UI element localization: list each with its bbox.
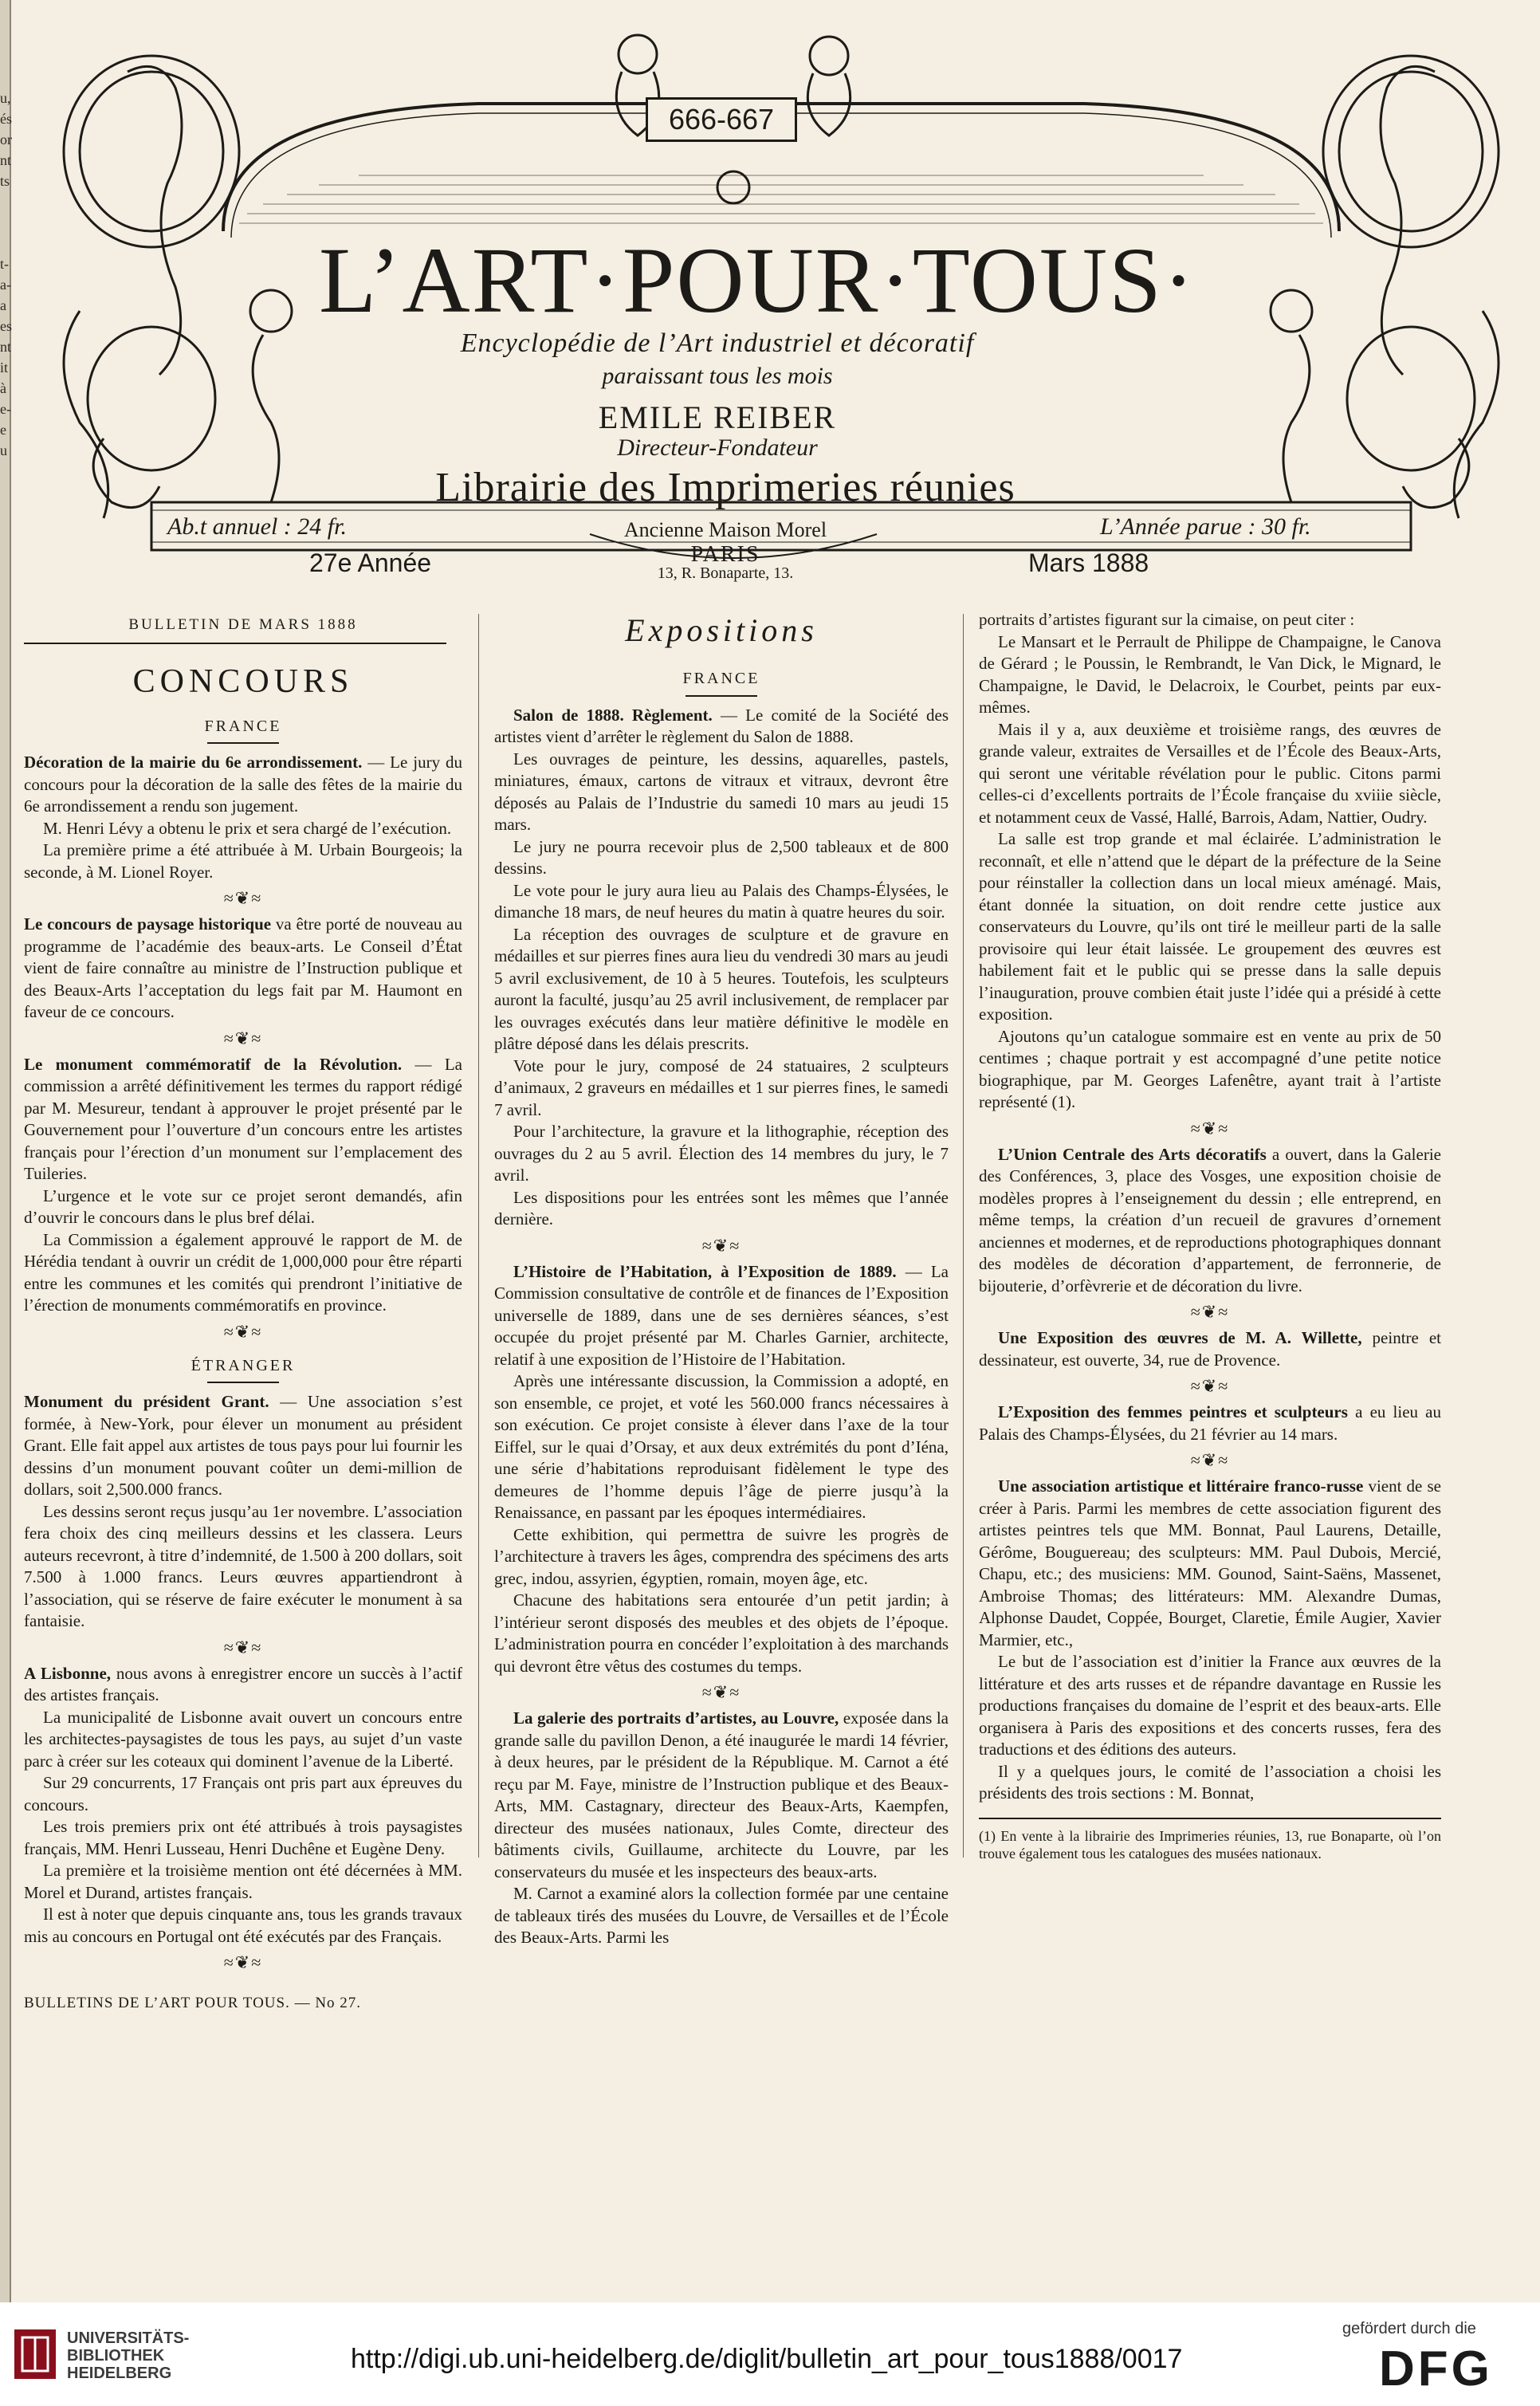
paragraph: La première prime a été attribuée à M. Urbain Bourgeois; la seconde, à M. Lionel Royer. bbox=[24, 840, 462, 882]
article bbox=[979, 1402, 1441, 1445]
article-text: — Le comité de la Société des artistes vient d’arrêter le règlement du Salon de 1888. bbox=[494, 705, 949, 746]
ornament-divider: ≈❦≈ bbox=[701, 1682, 741, 1702]
subsection-etranger: ÉTRANGER bbox=[191, 1356, 296, 1374]
article bbox=[979, 1144, 1441, 1298]
paragraph: La réception des ouvrages de sculpture et de gravure en médailles et sur pierres fines aura lieu du vendredi 30 mars au jeudi 5 avril exclusivement, de 10 à 5 heures. Toutefois, les sculpteurs auront la faculté, jusqu’au 25 avril inclusivement, de remplacer par les ouvrages exécutés dans leur matière définitive le modèle en plâtre déposé dans les délais prescrits. bbox=[494, 924, 949, 1053]
article-text: — La commission a arrêté définitivement les termes du rapport rédigé par M. Mesureur, tendant à approuver le projet présenté par le Gouvernement pour l’ouverture d’un concours entre les artistes français pour l’érection d’un monument sur l’emplacement des Tuileries. bbox=[24, 1054, 462, 1183]
facing-page-text: u, és or nt ts t- a- a es nt it à e- e u bbox=[0, 90, 12, 458]
subsection-france: FRANCE bbox=[682, 670, 760, 687]
section-heading: Expositions bbox=[625, 612, 818, 648]
paragraph: Après une intéressante discussion, la Commission a adopté, en son ensemble, ce projet, et voté les 560.000 francs nécessaires à son exécution. Ce projet consiste à élever dans l’axe de la tour Eiffel, sur le quai d’Orsay, et aux deux extrémités du pont d’Iéna, une série d’habitations reproduisant fidèlement le type des demeures de l’homme depuis l’âge de pierre jusqu’à la Renaissance, en passant par les époques intermédiaires. bbox=[494, 1371, 949, 1522]
ornament-divider: ≈❦≈ bbox=[1190, 1302, 1230, 1322]
paragraph: portraits d’artistes figurant sur la cimaise, on peut citer : bbox=[979, 610, 1355, 629]
publisher-address: 13, R. Bonaparte, 13. bbox=[657, 564, 794, 582]
paragraph: Le jury ne pourra recevoir plus de 2,500 tableaux et de 800 dessins. bbox=[494, 836, 949, 878]
article-text: peintre et dessinateur, est ouverte, 34, rue de Provence. bbox=[979, 1328, 1441, 1370]
paragraph: Mais il y a, aux deuxième et troisième rangs, des œuvres de grande valeur, extraites de Versailles et de l’École des Beaux-Arts, qui seront une véritable révélation pour le public. Citons parmi celles-ci d’excellents portraits de l’École française du xviiie siècle, et notamment ceux de Vassé, Hallé, Barrois, Adam, Nattier, Oudry. bbox=[979, 719, 1441, 827]
library-name-line1: UNIVERSITÄTS- bbox=[67, 2329, 190, 2347]
paragraph: Les dessins seront reçus jusqu’au 1er novembre. L’association fera choix des cinq meilleurs dessins et les classera. Leurs auteurs recevront, à titre d’indemnité, de 1.500 à 200 dollars, soit 7.500 à 1.000 francs. Leurs œuvres appartiendront à l’association, qui se réserve de faire exécuter le monument à sa fantaisie. bbox=[24, 1501, 462, 1630]
article-lead: A Lisbonne, bbox=[24, 1663, 112, 1683]
article-text: — La Commission consultative de contrôle et de finances de l’Exposition universelle de 1889, dans une de ses dernières séances, s’est occupée du projet présenté par M. Charles Garnier, architecte, relatif à une exposition de l’Histoire de l’Habitation. bbox=[494, 1261, 949, 1369]
paragraph: M. Carnot a examiné alors la collection formée par une centaine de tableaux tirés des musées du Louvre, de Versailles et de l’École des Beaux-Arts. Parmi les bbox=[494, 1884, 949, 1947]
paragraph: Cette exhibition, qui permettra de suivre les progrès de l’architecture à travers les âges, comprendra des spécimens des arts grec, indou, assyrien, égyptien, romain, moyen âge, etc. bbox=[494, 1524, 949, 1588]
article-text: a eu lieu au Palais des Champs-Élysées, du 21 février au 14 mars. bbox=[979, 1402, 1442, 1444]
issue-date: Mars 1888 bbox=[1028, 548, 1149, 577]
year-price: L’Année parue : 30 fr. bbox=[1100, 513, 1311, 540]
article-lead: L’Exposition des femmes peintres et sculpteurs bbox=[998, 1402, 1348, 1421]
article bbox=[494, 1708, 949, 1883]
article-lead: Une association artistique et littéraire franco-russe bbox=[998, 1476, 1364, 1496]
column-rule bbox=[963, 614, 964, 1858]
article-text: — Le jury du concours pour la décoration de la salle des fêtes de la mairie du 6e arrondissement a rendu son jugement. bbox=[24, 753, 463, 816]
paragraph: Les trois premiers prix ont été attribués à trois paysagistes français, MM. Henri Lusseau, Henri Duchêne et Eugène Deny. bbox=[24, 1817, 462, 1858]
paragraph: L’urgence et le vote sur ce projet seront demandés, afin d’ouvrir le concours dans le plus bref délai. bbox=[24, 1185, 462, 1227]
journal-subtitle: Encyclopédie de l’Art industriel et décoratif bbox=[460, 328, 975, 358]
article-text: a ouvert, dans la Galerie des Conférences, 3, place des Vosges, une exposition choisie de modèles propres à l’enseignement du dessin ; elle entreprend, en même temps, la création d’un recueil de gravures d’ornement anciennes et modernes, et de reproductions photographiques donnant des modèles de décoration d’appartement, de ferronnerie, de bijouterie, d’orfèvrerie et de décoration du livre. bbox=[979, 1144, 1441, 1295]
paragraph: La municipalité de Lisbonne avait ouvert un concours entre les architectes-paysagistes de tous les pays, au sujet d’un vaste parc à créer sur les coteaux qui dominent l’avenue de la Liberté. bbox=[24, 1707, 462, 1771]
issue-year: 27e Année bbox=[309, 548, 432, 577]
library-name-line2: BIBLIOTHEK bbox=[67, 2347, 165, 2365]
article bbox=[979, 1327, 1441, 1371]
article-text: — Une association s’est formée, à New-York, pour élever un monument au président Grant. Elle fait appel aux artistes de tous pays pour lui fournir les dessins d’un monument pouvant coûter un demi-million de dollars, soit 2,500.000 francs. bbox=[24, 1392, 462, 1499]
publisher-former: Ancienne Maison Morel bbox=[623, 518, 827, 541]
ornament-divider: ≈❦≈ bbox=[223, 1637, 263, 1657]
ornament-divider: ≈❦≈ bbox=[223, 1952, 263, 1972]
masthead bbox=[32, 24, 1530, 582]
article-lead: La galerie des portraits d’artistes, au Louvre, bbox=[513, 1708, 839, 1728]
article bbox=[494, 1261, 949, 1371]
column-expositions bbox=[494, 606, 949, 1949]
article-text: exposée dans la grande salle du pavillon Denon, a été inaugurée le mardi 14 février, à deux heures, par le président de la République. M. Carnot a été reçu par M. Faye, ministre de l’Instruction publique et des Beaux-Arts, MM. Castagnary, directeur des Beaux-Arts, Kaempfen, directeur des musées nationaux, Jules Comte, directeur des bâtiments civils, Guillaume, architecte du Louvre, par les conservateurs du musée et les inspecteurs des beaux-arts. bbox=[494, 1708, 949, 1881]
paragraph: Il est à noter que depuis cinquante ans, tous les grands travaux mis au concours en Portugal ont été exécutés par des Français. bbox=[24, 1905, 462, 1946]
article bbox=[24, 1391, 462, 1501]
article-lead: Une Exposition des œuvres de M. A. Willette, bbox=[998, 1328, 1362, 1347]
paragraph: La salle est trop grande et mal éclairée. L’administration le reconnaît, et elle n’attend que le départ de la préfecture de la Seine pour réinstaller la collection dans un local mieux aménagé. Mais, étant donnée la situation, on doit rendre cette justice aux conservateurs du Louvre, qu’ils ont tiré le meilleur parti de la salle provisoire qui leur était laissée. Le groupement des œuvres est habilement fait et le public qui se presse dans la salle depuis l’inauguration, prouve combien était juste l’idée qui a présidé à cette exposition. bbox=[979, 829, 1441, 1024]
subsection-france: FRANCE bbox=[204, 717, 282, 735]
university-seal-icon bbox=[11, 2326, 59, 2382]
article bbox=[979, 1476, 1441, 1651]
ornament-divider: ≈❦≈ bbox=[223, 1321, 263, 1342]
library-name-line3: HEIDELBERG bbox=[67, 2365, 172, 2382]
ornament-divider: ≈❦≈ bbox=[223, 1028, 263, 1048]
bulletin-label: BULLETIN DE MARS 1888 bbox=[128, 616, 358, 633]
viewer-bottom-bar bbox=[0, 2302, 1540, 2406]
paragraph: Vote pour le jury, composé de 24 statuaires, 2 sculpteurs d’animaux, 2 graveurs en médailles et 1 sur pierres fines, le samedi 7 avril. bbox=[494, 1056, 949, 1119]
article-text: vient de se créer à Paris. Parmi les membres de cette association figurent des artistes peintres tels que MM. Bonnat, Paul Laurens, Detaille, Gérôme, Bouguereau; des sculpteurs: MM. Paul Dubois, Mercié, Chapu, etc.; des musiciens: MM. Gounod, Saint-Saëns, Massenet, Ambroise Thomas; des littérateurs: MM. Alexandre Dumas, Alphonse Daudet, Coppée, Bourget, Claretie, Émile Augier, Xavier Marmier, etc., bbox=[979, 1476, 1441, 1649]
publisher: Librairie des Imprimeries réunies bbox=[435, 465, 1016, 510]
page-footer: BULLETINS DE L’ART POUR TOUS. — No 27. bbox=[24, 1995, 362, 2011]
paragraph: Le but de l’association est d’initier la France aux œuvres de la littérature et des arts russes et de répandre davantage en Russie les productions françaises du domaine de l’esprit et des beaux-arts. Elle organisera à Paris des expositions et des concerts russes, fera des traductions et des éditions des auteurs. bbox=[979, 1652, 1441, 1759]
article-text: va être porté de nouveau au programme de l’académie des beaux-arts. Le Conseil d’État vient de faire connaître au ministre de l’Instruction publique et des Beaux-Arts l’acceptation du legs fait par M. Haumont en faveur de ce concours. bbox=[24, 914, 462, 1021]
funding-note: gefördert durch die bbox=[1342, 2320, 1476, 2337]
rule bbox=[207, 1382, 279, 1383]
paragraph: La première et la troisième mention ont été décernées à MM. Morel et Durand, artistes français. bbox=[24, 1861, 462, 1902]
paragraph: M. Henri Lévy a obtenu le prix et sera chargé de l’exécution. bbox=[43, 818, 452, 838]
ornament-divider: ≈❦≈ bbox=[1190, 1450, 1230, 1470]
section-heading: CONCOURS bbox=[132, 662, 354, 700]
rule bbox=[24, 643, 446, 644]
footnote-rule bbox=[979, 1818, 1441, 1819]
dfg-logo: DFG bbox=[1379, 2341, 1493, 2396]
paragraph: La Commission a également approuvé le rapport de M. de Hérédia tendant à ouvrir un crédit de 1,000,000 pour être réparti entre les communes et les comités qui prendront l’initiative de l’érection de monuments commémoratifs en province. bbox=[24, 1229, 462, 1315]
article-lead: Monument du président Grant. bbox=[24, 1392, 269, 1411]
article-lead: Le concours de paysage historique bbox=[24, 914, 272, 934]
publisher-city: PARIS bbox=[690, 542, 760, 567]
article-lead: L’Histoire de l’Habitation, à l’Exposition de 1889. bbox=[513, 1261, 897, 1281]
paragraph: Ajoutons qu’un catalogue sommaire est en vente au prix de 50 centimes ; chaque portrait y est accompagné d’une petite notice biographique, par M. Georges Lafenêtre, ayant trait à l’artiste représenté (1). bbox=[979, 1026, 1441, 1111]
paragraph: Chacune des habitations sera entourée d’un petit jardin; à l’intérieur seront disposés des meubles et des objets de l’époque. L’administration pourra en concéder l’exploitation à des marchands qui devront être vêtus des costumes du temps. bbox=[494, 1590, 949, 1676]
journal-frequency: paraissant tous les mois bbox=[602, 363, 833, 389]
rule bbox=[207, 742, 279, 744]
ornament-divider: ≈❦≈ bbox=[1190, 1376, 1230, 1396]
paragraph: Il y a quelques jours, le comité de l’association a choisi les présidents des trois sections : M. Bonnat, bbox=[979, 1761, 1441, 1803]
paragraph: Les dispositions pour les entrées sont les mêmes que l’année dernière. bbox=[494, 1187, 949, 1229]
paragraph: Les ouvrages de peinture, les dessins, aquarelles, pastels, miniatures, émaux, cartons de vitraux et vitraux, devront être déposés au Palais de l’Industrie du samedi 10 mars au jeudi 15 mars. bbox=[494, 749, 949, 834]
paragraph: Le Mansart et le Perrault de Philippe de Champaigne, le Canova de Gérard ; le Poussin, le Rembrandt, le Van Dick, le Mignard, le Champaigne, le David, le Delacroix, le Courbet, peints par eux-mêmes. bbox=[979, 631, 1441, 717]
permalink-url[interactable]: http://digi.ub.uni-heidelberg.de/diglit/bulletin_art_pour_tous1888/0017 bbox=[351, 2344, 1183, 2374]
footnote: (1) En vente à la librairie des Imprimeries réunies, 13, rue Bonaparte, où l’on trouve également tous les catalogues des musées nationaux. bbox=[979, 1827, 1441, 1862]
editor-name: EMILE REIBER bbox=[598, 399, 837, 435]
article bbox=[24, 1663, 462, 1707]
paragraph: Sur 29 concurrents, 17 Français ont pris part aux épreuves du concours. bbox=[24, 1773, 462, 1814]
paragraph: Pour l’architecture, la gravure et la lithographie, réception des ouvrages du 2 au 5 avril. Élection des 14 membres du jury, le 7 avril. bbox=[494, 1122, 949, 1185]
ornament-divider: ≈❦≈ bbox=[223, 888, 263, 908]
rule bbox=[686, 695, 757, 697]
article-lead: Décoration de la mairie du 6e arrondissement. bbox=[24, 753, 363, 772]
editor-role: Directeur-Fondateur bbox=[617, 434, 818, 461]
ornament-divider: ≈❦≈ bbox=[701, 1235, 741, 1256]
article-lead: Le monument commémoratif de la Révolution. bbox=[24, 1054, 403, 1074]
paragraph: Le vote pour le jury aura lieu au Palais des Champs-Élysées, le dimanche 18 mars, de neuf heures du matin à quatre heures du soir. bbox=[494, 880, 949, 922]
column-rule bbox=[478, 614, 479, 1858]
annual-price: Ab.t annuel : 24 fr. bbox=[167, 513, 347, 540]
article bbox=[24, 752, 462, 818]
plate-number: 666-667 bbox=[646, 97, 797, 142]
article bbox=[24, 1054, 462, 1185]
article-text: nous avons à enregistrer encore un succès à l’actif des artistes français. bbox=[24, 1663, 463, 1704]
column-continued bbox=[979, 609, 1441, 1862]
ornament-divider: ≈❦≈ bbox=[1190, 1118, 1230, 1138]
article bbox=[24, 914, 462, 1024]
article-lead: Salon de 1888. Règlement. bbox=[513, 705, 713, 725]
article bbox=[494, 705, 949, 749]
article-lead: L’Union Centrale des Arts décoratifs bbox=[998, 1144, 1267, 1164]
journal-title: L’ART·POUR·TOUS· bbox=[319, 228, 1196, 332]
column-concours bbox=[24, 606, 462, 2015]
